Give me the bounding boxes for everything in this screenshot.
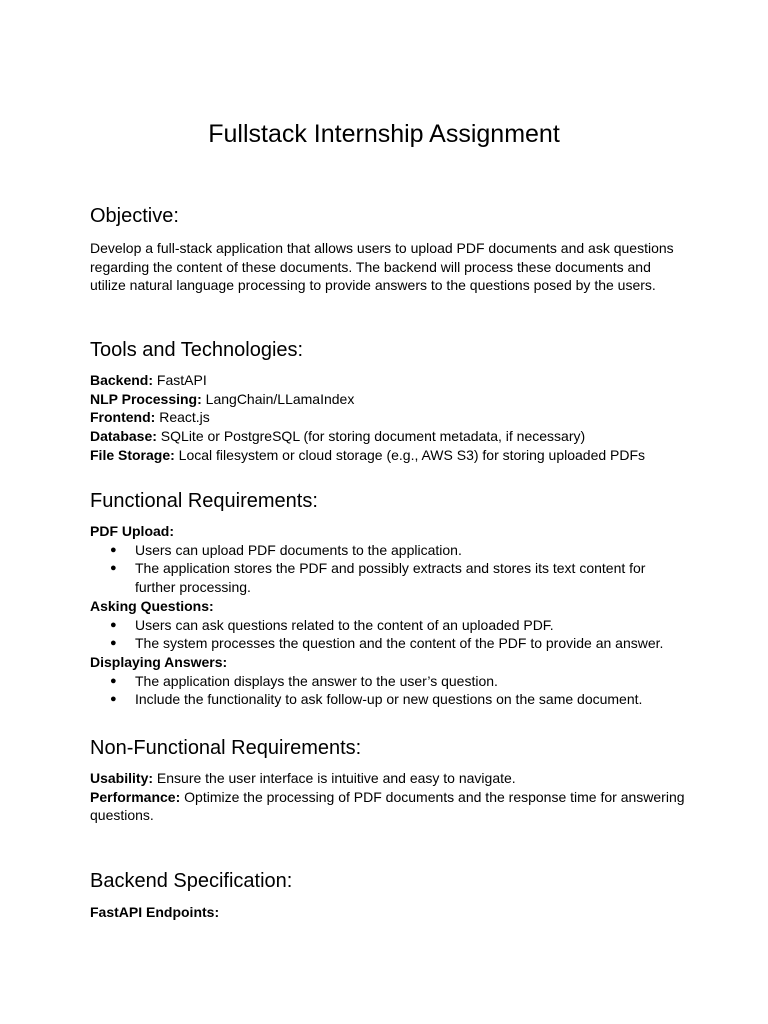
nonfunctional-list	[90, 769, 690, 825]
nonfunctional-item-label: Performance:	[90, 788, 181, 805]
list-item-text: Users can upload PDF documents to the application.	[135, 541, 462, 558]
tools-item-value: SQLite or PostgreSQL (for storing document metadata, if necessary)	[156, 428, 586, 445]
bullet-list	[90, 672, 680, 709]
functional-section	[90, 488, 680, 709]
tools-heading: Tools and Technologies:	[90, 339, 304, 361]
group-label-asking-questions: Asking Questions:	[90, 597, 214, 614]
tools-item-value: React.js	[155, 409, 210, 426]
group-label-displaying-answers: Displaying Answers:	[90, 653, 228, 670]
nonfunctional-item-usability	[90, 769, 690, 788]
tools-section	[90, 337, 690, 465]
bullet-list	[90, 616, 680, 653]
list-item	[90, 672, 680, 691]
group-label-pdf-upload: PDF Upload:	[90, 523, 174, 539]
tools-item-value: LangChain/LLamaIndex	[201, 390, 355, 407]
list-item	[90, 690, 680, 709]
tools-item-label: File Storage:	[90, 446, 175, 463]
tools-item-database	[90, 427, 690, 446]
tools-item-label: Database:	[90, 428, 157, 445]
bullet-list	[90, 541, 680, 597]
list-item-text: Users can ask questions related to the content of an uploaded PDF.	[135, 616, 554, 633]
backend-section	[90, 868, 690, 922]
tools-item-value: Local filesystem or cloud storage (e.g., AWS S3) for storing uploaded PDFs	[174, 446, 646, 463]
tools-item-label: Backend:	[90, 372, 154, 388]
bullet-icon: ●	[110, 543, 117, 556]
functional-groups	[90, 522, 680, 709]
functional-heading: Functional Requirements:	[90, 490, 318, 512]
nonfunctional-item-value: Ensure the user interface is intuitive and easy to navigate.	[153, 770, 516, 786]
tools-item-frontend	[90, 408, 690, 427]
tools-item-backend	[90, 371, 690, 390]
objective-section	[90, 203, 690, 295]
objective-paragraph: Develop a full-stack application that allows users to upload PDF documents and ask questions regarding the content of these documents. The backend will process these documents and utilize natural language processing to provide answers to the questions posed by the users.	[90, 240, 674, 294]
bullet-icon: ●	[110, 618, 117, 631]
tools-list	[90, 371, 690, 465]
tools-item-label: NLP Processing:	[90, 390, 202, 407]
list-item-text: The system processes the question and the content of the PDF to provide an answer.	[135, 635, 664, 652]
bullet-icon: ●	[110, 637, 117, 650]
bullet-icon: ●	[110, 674, 117, 687]
document-title: Fullstack Internship Assignment	[208, 120, 560, 148]
list-item-text: The application stores the PDF and possibly extracts and stores its text content for further processing.	[135, 560, 646, 596]
tools-item-label: Frontend:	[90, 409, 156, 426]
backend-sub-label: FastAPI Endpoints:	[90, 904, 220, 920]
nonfunctional-section	[90, 735, 690, 825]
nonfunctional-item-label: Usability:	[90, 770, 154, 786]
tools-item-file-storage	[90, 446, 690, 465]
list-item-text: The application displays the answer to the user’s question.	[135, 672, 498, 689]
nonfunctional-item-performance	[90, 788, 690, 825]
list-item	[90, 541, 680, 560]
bullet-icon: ●	[110, 693, 117, 706]
objective-heading: Objective:	[90, 205, 179, 227]
list-item	[90, 559, 680, 596]
tools-item-value: FastAPI	[153, 372, 207, 388]
nonfunctional-heading: Non-Functional Requirements:	[90, 737, 362, 759]
list-item-text: Include the functionality to ask follow-up or new questions on the same document.	[135, 691, 643, 708]
bullet-icon: ●	[110, 562, 117, 575]
list-item	[90, 616, 680, 635]
nonfunctional-item-value: Optimize the processing of PDF documents and the response time for answering questions.	[90, 788, 685, 824]
list-item	[90, 634, 680, 653]
tools-item-nlp	[90, 390, 690, 409]
backend-heading: Backend Specification:	[90, 870, 293, 892]
